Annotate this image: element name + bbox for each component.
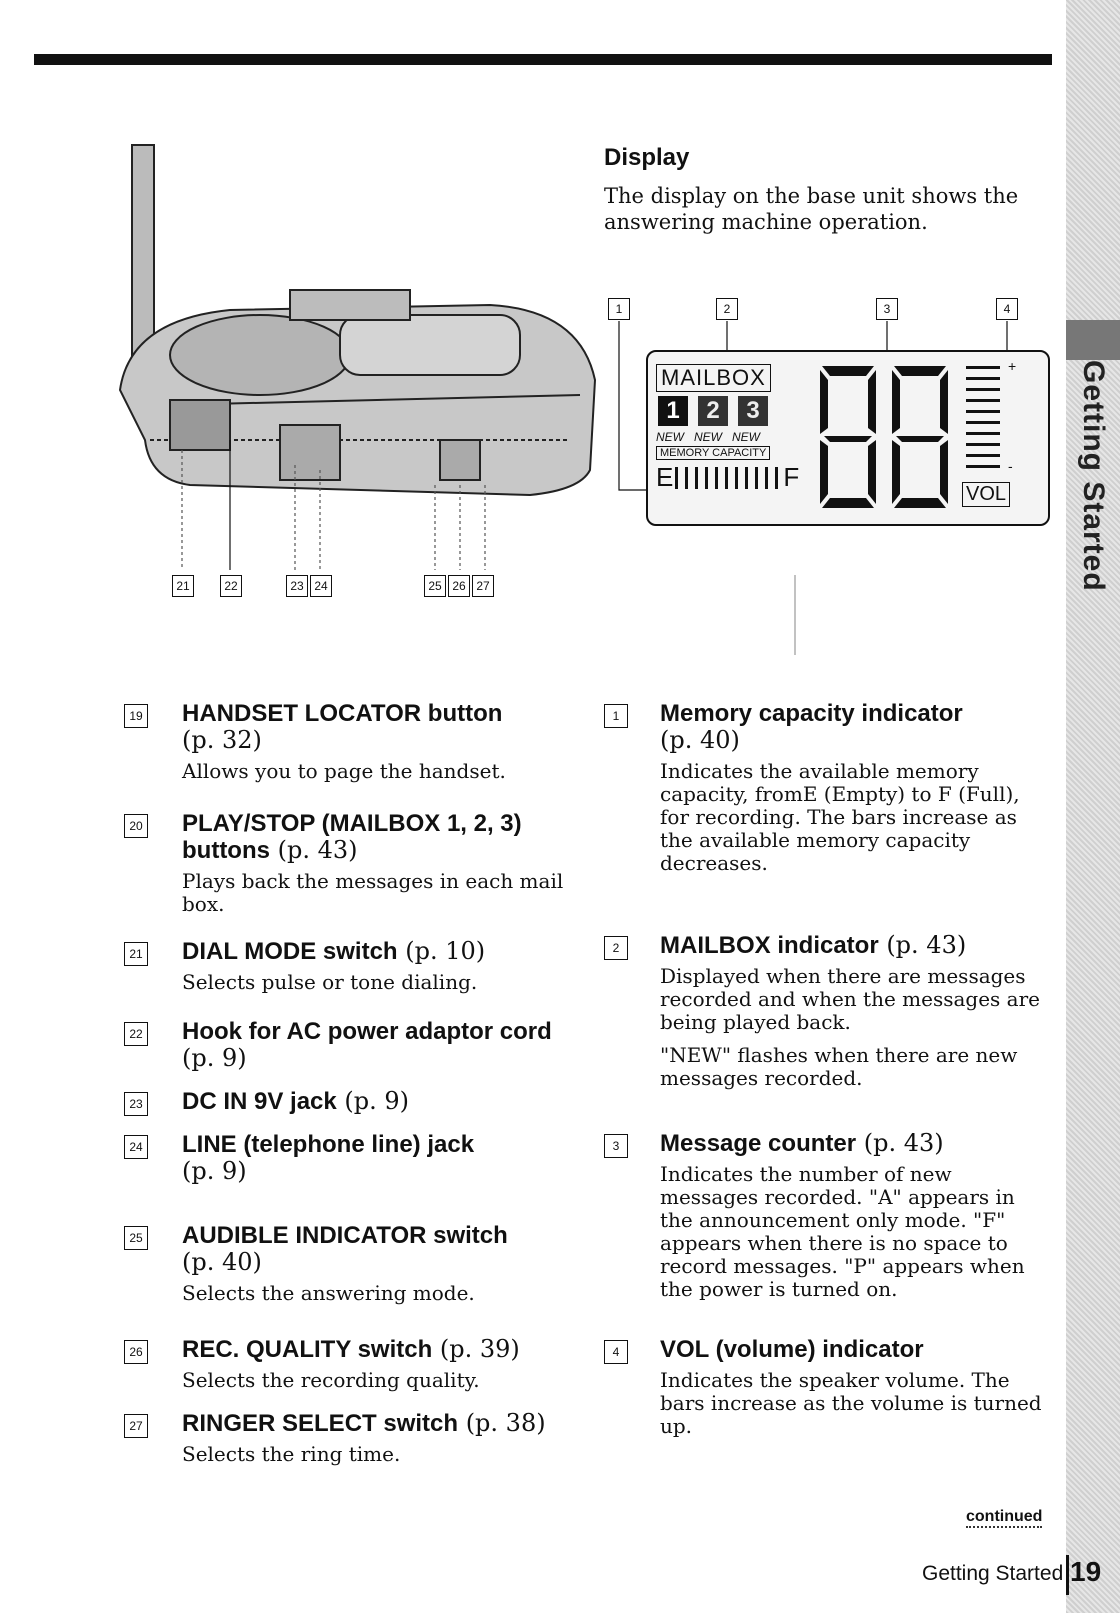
list-item-1: 1 Memory capacity indicator (p. 40) Indicates the available memory capacity, fromE (Empty) to F (Full), for recording. The bars increase as the available memory capacity decreases. [604, 700, 1050, 875]
list-item-4: 4 VOL (volume) indicator Indicates the speaker volume. The bars increase as the volume is turned up. [604, 1336, 1050, 1438]
list-item-24: 24 LINE (telephone line) jack (p. 9) [124, 1131, 564, 1185]
lcd-box-2: 2 [698, 396, 728, 426]
callout-4: 4 [996, 298, 1018, 320]
lcd-mailbox-label: MAILBOX [656, 364, 771, 392]
list-item-25: 25 AUDIBLE INDICATOR switch (p. 40) Selects the answering mode. [124, 1222, 564, 1305]
lcd-new-labels [656, 430, 760, 444]
callout-2: 2 [716, 298, 738, 320]
lcd-new-3: NEW [732, 430, 760, 444]
page-number: 19 [1070, 1556, 1102, 1587]
display-description: The display on the base unit shows the answering machine operation. [604, 184, 1019, 234]
lcd-box-3: 3 [738, 396, 768, 426]
list-item-2: 2 MAILBOX indicator (p. 43) Displayed when there are messages recorded and when the messages are being played back. "NEW" flashes when there are new messages recorded. [604, 932, 1050, 1090]
footer-rule [1066, 1555, 1069, 1595]
lcd-vol-plus: + [1008, 358, 1017, 374]
lcd-new-2: NEW [694, 430, 722, 444]
lcd-mailbox-boxes [658, 396, 768, 426]
callout-27: 27 [472, 575, 494, 597]
lcd-new-1: NEW [656, 430, 684, 444]
list-item-23: 23 DC IN 9V jack (p. 9) [124, 1088, 564, 1115]
list-item-21: 21 DIAL MODE switch (p. 10) Selects pulse or tone dialing. [124, 938, 564, 994]
list-item-27: 27 RINGER SELECT switch (p. 38) Selects the ring time. [124, 1410, 564, 1466]
list-item-19: 19 HANDSET LOCATOR button (p. 32) Allows you to page the handset. [124, 700, 564, 783]
callout-26: 26 [448, 575, 470, 597]
list-item-3: 3 Message counter (p. 43) Indicates the number of new messages recorded. "A" appears in the announcement only mode. "F" appears when there is no space to record messages. "P" appears when the power is turned on. [604, 1130, 1050, 1301]
lcd-volume-bars [966, 366, 1000, 476]
lcd-box-1: 1 [658, 396, 688, 426]
callout-21: 21 [172, 575, 194, 597]
continued-label: continued [966, 1508, 1042, 1528]
lcd-empty-label: E [656, 462, 674, 492]
lcd-vol-minus: - [1008, 458, 1013, 474]
callout-22: 22 [220, 575, 242, 597]
callout-24: 24 [310, 575, 332, 597]
list-item-20: 20 PLAY/STOP (MAILBOX 1, 2, 3) buttons (p. 43) Plays back the messages in each mail box. [124, 810, 564, 916]
display-title: Display [604, 144, 690, 171]
callout-1: 1 [608, 298, 630, 320]
lcd-vol-label: VOL [962, 482, 1010, 507]
lcd-memory-ticks [675, 467, 781, 489]
callout-3: 3 [876, 298, 898, 320]
callout-25: 25 [424, 575, 446, 597]
list-item-26: 26 REC. QUALITY switch (p. 39) Selects the recording quality. [124, 1336, 564, 1392]
callout-23: 23 [286, 575, 308, 597]
lcd-memory-bar [656, 462, 799, 493]
lcd-seven-segment [816, 360, 954, 512]
side-tab-label: Getting Started [1077, 360, 1110, 592]
lcd-memory-capacity-label: MEMORY CAPACITY [656, 446, 770, 460]
lcd-full-label: F [783, 462, 800, 492]
list-item-22: 22 Hook for AC power adaptor cord (p. 9) [124, 1018, 564, 1072]
footer-section-name: Getting Started [922, 1562, 1064, 1585]
lcd-display [646, 350, 1050, 526]
